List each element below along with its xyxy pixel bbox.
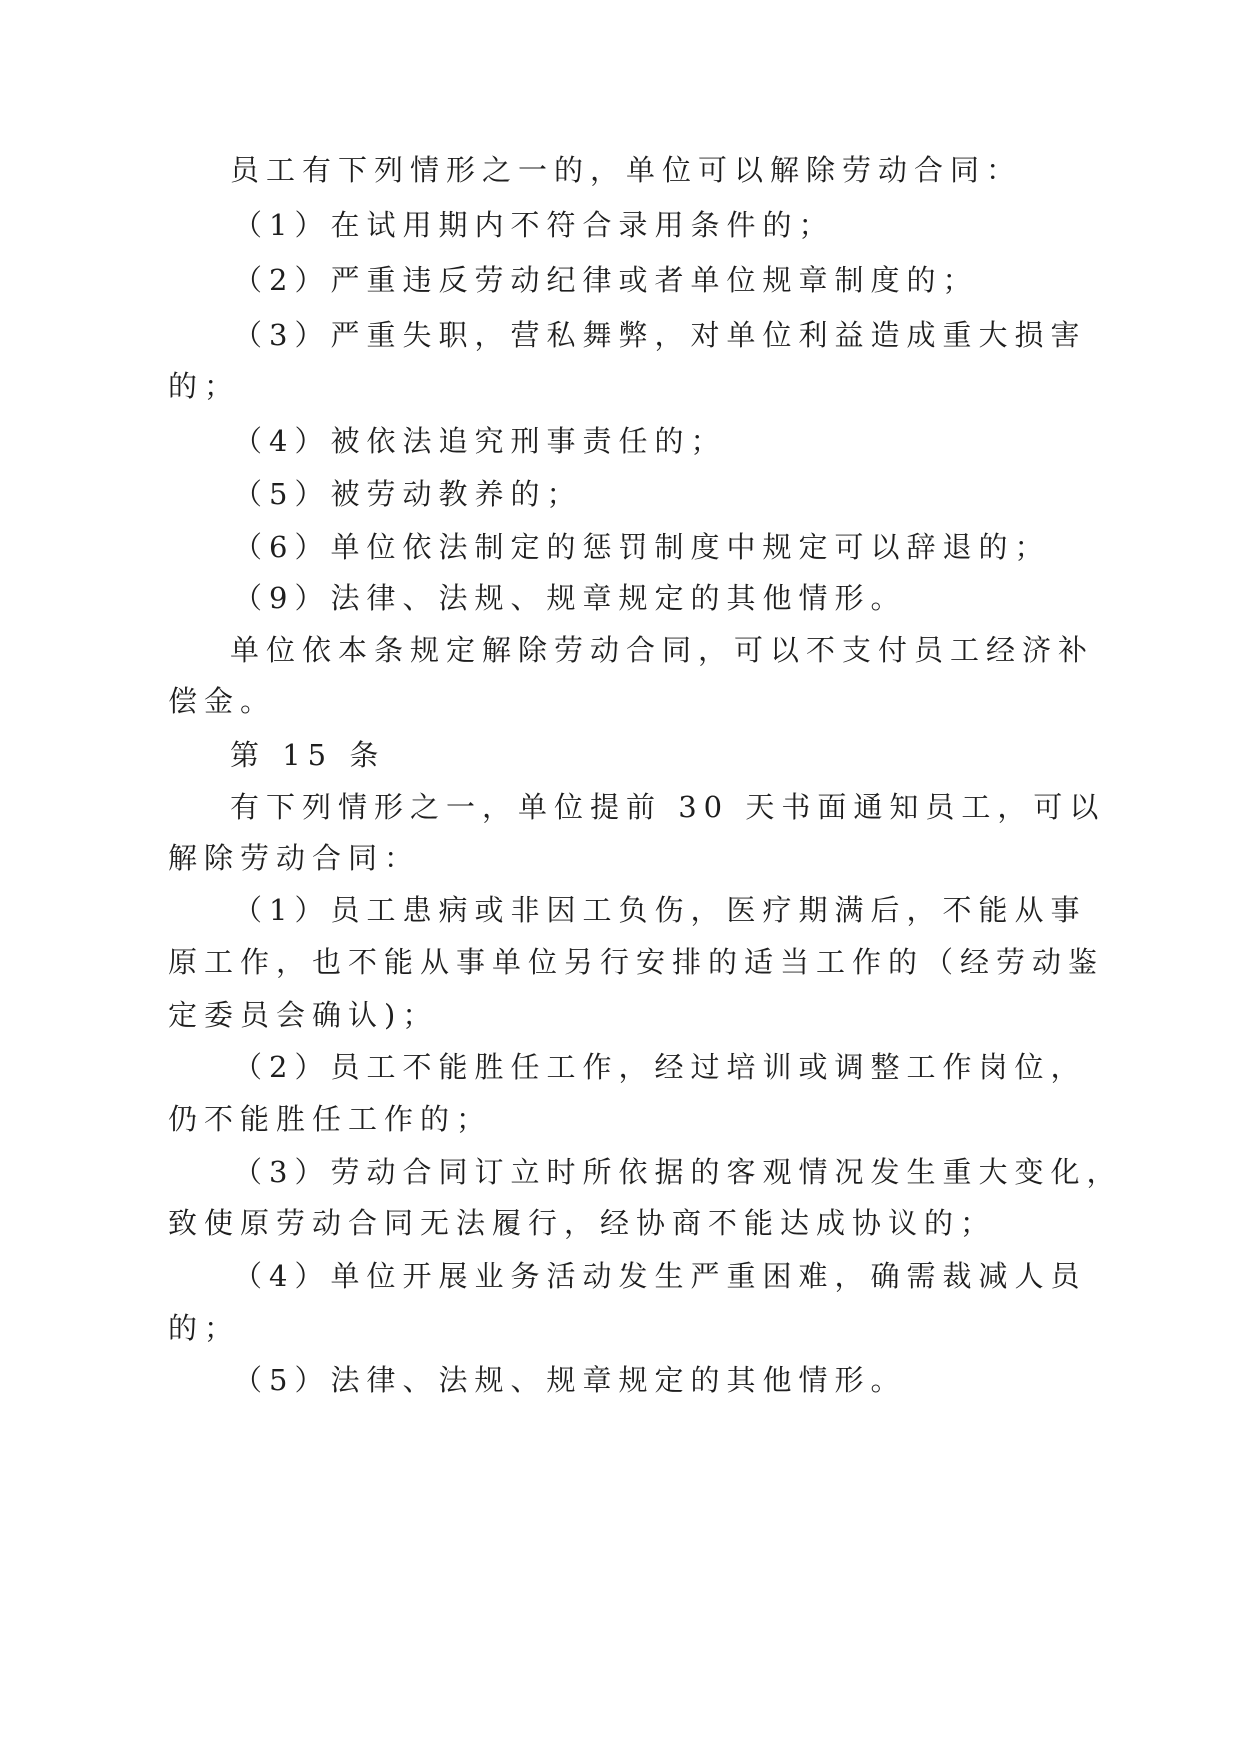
text-line: （4）被依法追究刑事责任的；	[233, 424, 727, 458]
text-line: （1）员工患病或非因工负伤，医疗期满后，不能从事	[233, 893, 1087, 927]
text-line: （1）在试用期内不符合录用条件的；	[233, 208, 835, 242]
section-heading: 第 15 条	[230, 738, 386, 772]
text-line: 员工有下列情形之一的，单位可以解除劳动合同：	[230, 153, 1023, 187]
text-line: 偿金。	[168, 684, 277, 718]
text-line: 原工作，也不能从事单位另行安排的适当工作的（经劳动鉴	[168, 945, 1105, 979]
text-line: 单位依本条规定解除劳动合同，可以不支付员工经济补	[230, 633, 1095, 667]
text-line: （3）严重失职，营私舞弊，对单位利益造成重大损害	[233, 318, 1087, 352]
text-line: （6）单位依法制定的惩罚制度中规定可以辞退的；	[233, 530, 1051, 564]
text-line: 致使原劳动合同无法履行，经协商不能达成协议的；	[168, 1206, 997, 1240]
text-line: （2）严重违反劳动纪律或者单位规章制度的；	[233, 263, 979, 297]
text-line: 定委员会确认)；	[168, 998, 439, 1032]
text-line: （5）被劳动教养的；	[233, 477, 583, 511]
text-line: （2）员工不能胜任工作，经过培训或调整工作岗位，	[233, 1050, 1087, 1084]
text-line: 的；	[168, 1311, 241, 1345]
text-line: （3）劳动合同订立时所依据的客观情况发生重大变化，	[233, 1155, 1123, 1189]
text-line: （4）单位开展业务活动发生严重困难，确需裁减人员	[233, 1259, 1087, 1293]
text-line: 的；	[168, 369, 241, 403]
text-line: 仍不能胜任工作的；	[168, 1102, 493, 1136]
text-line: 有下列情形之一，单位提前 30 天书面通知员工，可以	[230, 790, 1106, 824]
text-line: （5）法律、法规、规章规定的其他情形。	[233, 1363, 907, 1397]
text-line: 解除劳动合同：	[168, 841, 421, 875]
text-line: （9）法律、法规、规章规定的其他情形。	[233, 581, 907, 615]
